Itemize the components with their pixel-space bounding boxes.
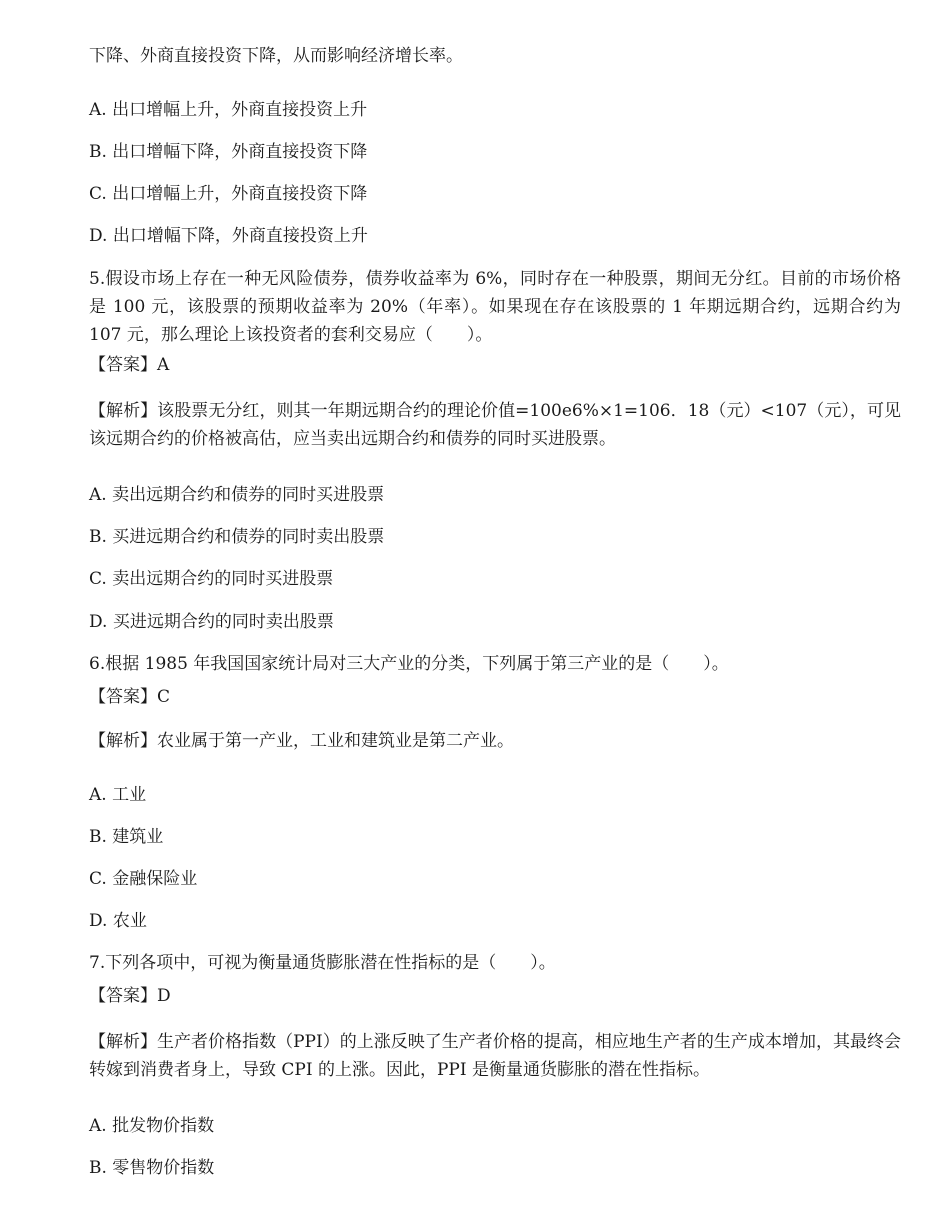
- q6-question: 6.根据 1985 年我国国家统计局对三大产业的分类，下列属于第三产业的是（ ）。: [89, 654, 729, 674]
- q7-option-a: A. 批发物价指数: [89, 1116, 215, 1136]
- q6-option-c: C. 金融保险业: [89, 869, 198, 889]
- q5-analysis: 【解析】该股票无分红，则其一年期远期合约的理论价值=100e6%×1=106．18（元）<107（元），可见该远期合约的价格被高估，应当卖出远期合约和债券的同时买进股票。: [89, 401, 901, 449]
- q6-option-b: B. 建筑业: [89, 827, 164, 847]
- q5-option-a: A. 卖出远期合约和债券的同时买进股票: [89, 485, 385, 505]
- q6-option-d: D. 农业: [89, 911, 147, 931]
- q5-option-b: B. 买进远期合约和债券的同时卖出股票: [89, 527, 385, 547]
- intro-tail-text: 下降、外商直接投资下降，从而影响经济增长率。: [89, 46, 463, 66]
- q4-option-c: C. 出口增幅上升，外商直接投资下降: [89, 184, 368, 204]
- q6-option-a: A. 工业: [89, 785, 147, 805]
- q4-option-b: B. 出口增幅下降，外商直接投资下降: [89, 142, 368, 162]
- q7-option-b: B. 零售物价指数: [89, 1158, 215, 1178]
- q5-answer: 【答案】A: [89, 355, 170, 375]
- q5-question: 5.假设市场上存在一种无风险债券，债券收益率为 6%，同时存在一种股票，期间无分红。目前的市场价格是 100 元，该股票的预期收益率为 20%（年率）。如果现在存在该股票的 1 年期远期合约，远期合约为 107 元，那么理论上该投资者的套利交易应（ ）。: [89, 269, 901, 345]
- q6-answer: 【答案】C: [89, 687, 171, 707]
- q7-question: 7.下列各项中，可视为衡量通货膨胀潜在性指标的是（ ）。: [89, 953, 556, 973]
- q4-option-d: D. 出口增幅下降，外商直接投资上升: [89, 226, 368, 246]
- q7-answer: 【答案】D: [89, 986, 171, 1006]
- q5-option-c: C. 卖出远期合约的同时买进股票: [89, 569, 334, 589]
- q5-option-d: D. 买进远期合约的同时卖出股票: [89, 612, 334, 632]
- q7-analysis: 【解析】生产者价格指数（PPI）的上涨反映了生产者价格的提高，相应地生产者的生产成本增加，其最终会转嫁到消费者身上，导致 CPI 的上涨。因此，PPI 是衡量通货膨胀的潜在性指标。: [89, 1032, 901, 1080]
- q4-option-a: A. 出口增幅上升，外商直接投资上升: [89, 100, 368, 120]
- q6-analysis: 【解析】农业属于第一产业，工业和建筑业是第二产业。: [89, 731, 514, 751]
